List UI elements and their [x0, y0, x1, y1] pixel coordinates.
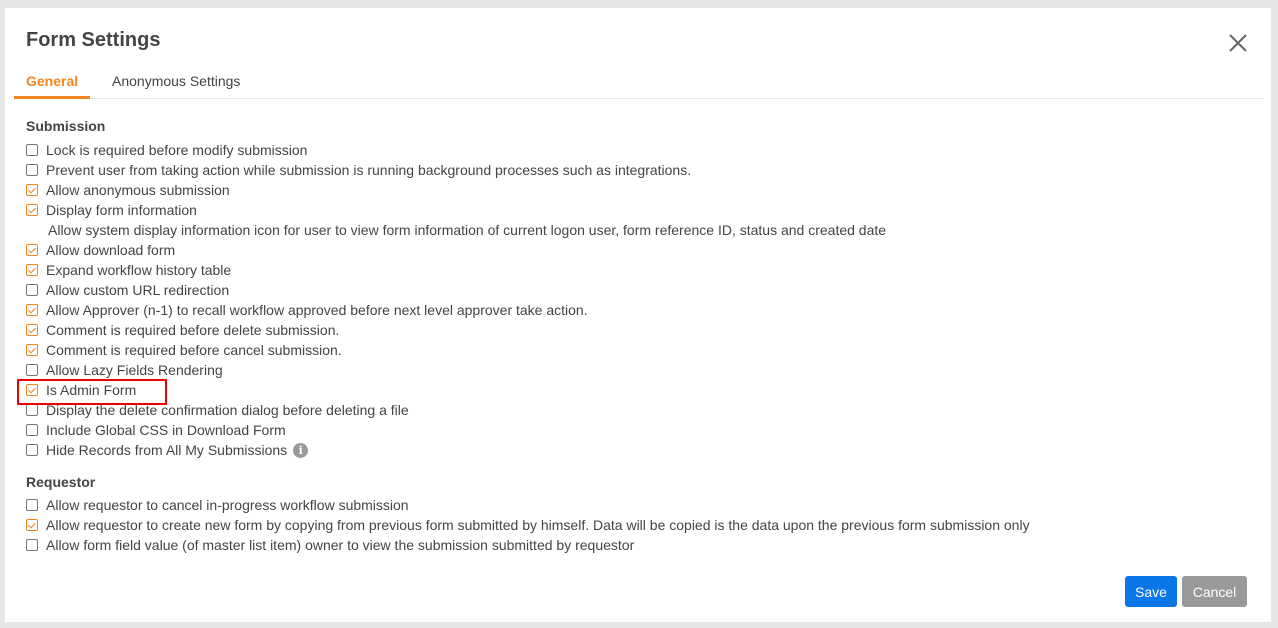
- checkbox[interactable]: [26, 404, 38, 416]
- checkbox[interactable]: [26, 364, 38, 376]
- tab-general[interactable]: General: [14, 73, 90, 99]
- close-icon[interactable]: [1227, 32, 1249, 54]
- dialog-title: Form Settings: [26, 29, 161, 51]
- option-label[interactable]: Include Global CSS in Download Form: [46, 422, 286, 438]
- option-label[interactable]: Allow requestor to cancel in-progress workflow submission: [46, 497, 409, 513]
- checkbox[interactable]: [26, 444, 38, 456]
- option-label[interactable]: Prevent user from taking action while submission is running background processes such as integrations.: [46, 162, 692, 178]
- option-row: [26, 140, 307, 160]
- option-row: [26, 495, 409, 515]
- option-label[interactable]: Comment is required before cancel submission.: [46, 342, 342, 358]
- option-label[interactable]: Allow form field value (of master list item) owner to view the submission submitted by requestor: [46, 537, 635, 553]
- option-label[interactable]: Allow Approver (n-1) to recall workflow approved before next level approver take action.: [46, 302, 588, 318]
- option-row: [26, 240, 175, 260]
- checkbox[interactable]: [26, 499, 38, 511]
- option-label[interactable]: Display the delete confirmation dialog before deleting a file: [46, 402, 409, 418]
- option-label[interactable]: Hide Records from All My Submissions: [46, 442, 288, 458]
- option-row: [26, 360, 223, 380]
- checkbox[interactable]: [26, 304, 38, 316]
- info-icon[interactable]: i: [293, 443, 308, 458]
- checkbox[interactable]: [26, 519, 38, 531]
- section-requestor-heading: Requestor: [26, 474, 96, 490]
- option-row: [26, 515, 1030, 535]
- tab-bar: [14, 68, 1264, 99]
- cancel-button[interactable]: Cancel: [1182, 576, 1247, 607]
- checkbox[interactable]: [26, 344, 38, 356]
- checkbox[interactable]: [26, 144, 38, 156]
- tab-anonymous-settings[interactable]: Anonymous Settings: [112, 73, 241, 89]
- checkbox[interactable]: [26, 424, 38, 436]
- checkbox[interactable]: [26, 204, 38, 216]
- checkbox[interactable]: [26, 264, 38, 276]
- option-row: [26, 300, 588, 320]
- checkbox[interactable]: [26, 244, 38, 256]
- option-label[interactable]: Allow requestor to create new form by copying from previous form submitted by himself. Data will be copied is the data upon the previous form submission only: [46, 517, 1030, 533]
- option-row: [26, 160, 691, 180]
- option-row: [26, 420, 286, 440]
- option-label[interactable]: Is Admin Form: [46, 382, 137, 398]
- option-row: [26, 535, 634, 555]
- option-label[interactable]: Allow custom URL redirection: [46, 282, 230, 298]
- checkbox[interactable]: [26, 164, 38, 176]
- option-label[interactable]: Allow anonymous submission: [46, 182, 230, 198]
- option-label[interactable]: Allow Lazy Fields Rendering: [46, 362, 223, 378]
- section-submission-heading: Submission: [26, 118, 106, 134]
- checkbox[interactable]: [26, 184, 38, 196]
- option-row: [26, 180, 230, 200]
- option-label[interactable]: Lock is required before modify submission: [46, 142, 308, 158]
- form-settings-dialog: [5, 8, 1271, 622]
- checkbox[interactable]: [26, 324, 38, 336]
- option-row: [26, 440, 308, 460]
- option-label[interactable]: Expand workflow history table: [46, 262, 232, 278]
- save-button[interactable]: Save: [1125, 576, 1177, 607]
- option-description: Allow system display information icon for user to view form information of current logon user, form reference ID, status and created date: [48, 222, 887, 238]
- option-row: [26, 280, 229, 300]
- option-row: [26, 200, 197, 220]
- option-row: [26, 340, 342, 360]
- option-label[interactable]: Allow download form: [46, 242, 176, 258]
- checkbox[interactable]: [26, 539, 38, 551]
- option-row: [26, 320, 339, 340]
- option-row: [26, 260, 231, 280]
- checkbox[interactable]: [26, 284, 38, 296]
- highlight-box: [17, 379, 167, 405]
- option-label[interactable]: Display form information: [46, 202, 197, 218]
- option-label[interactable]: Comment is required before delete submission.: [46, 322, 340, 338]
